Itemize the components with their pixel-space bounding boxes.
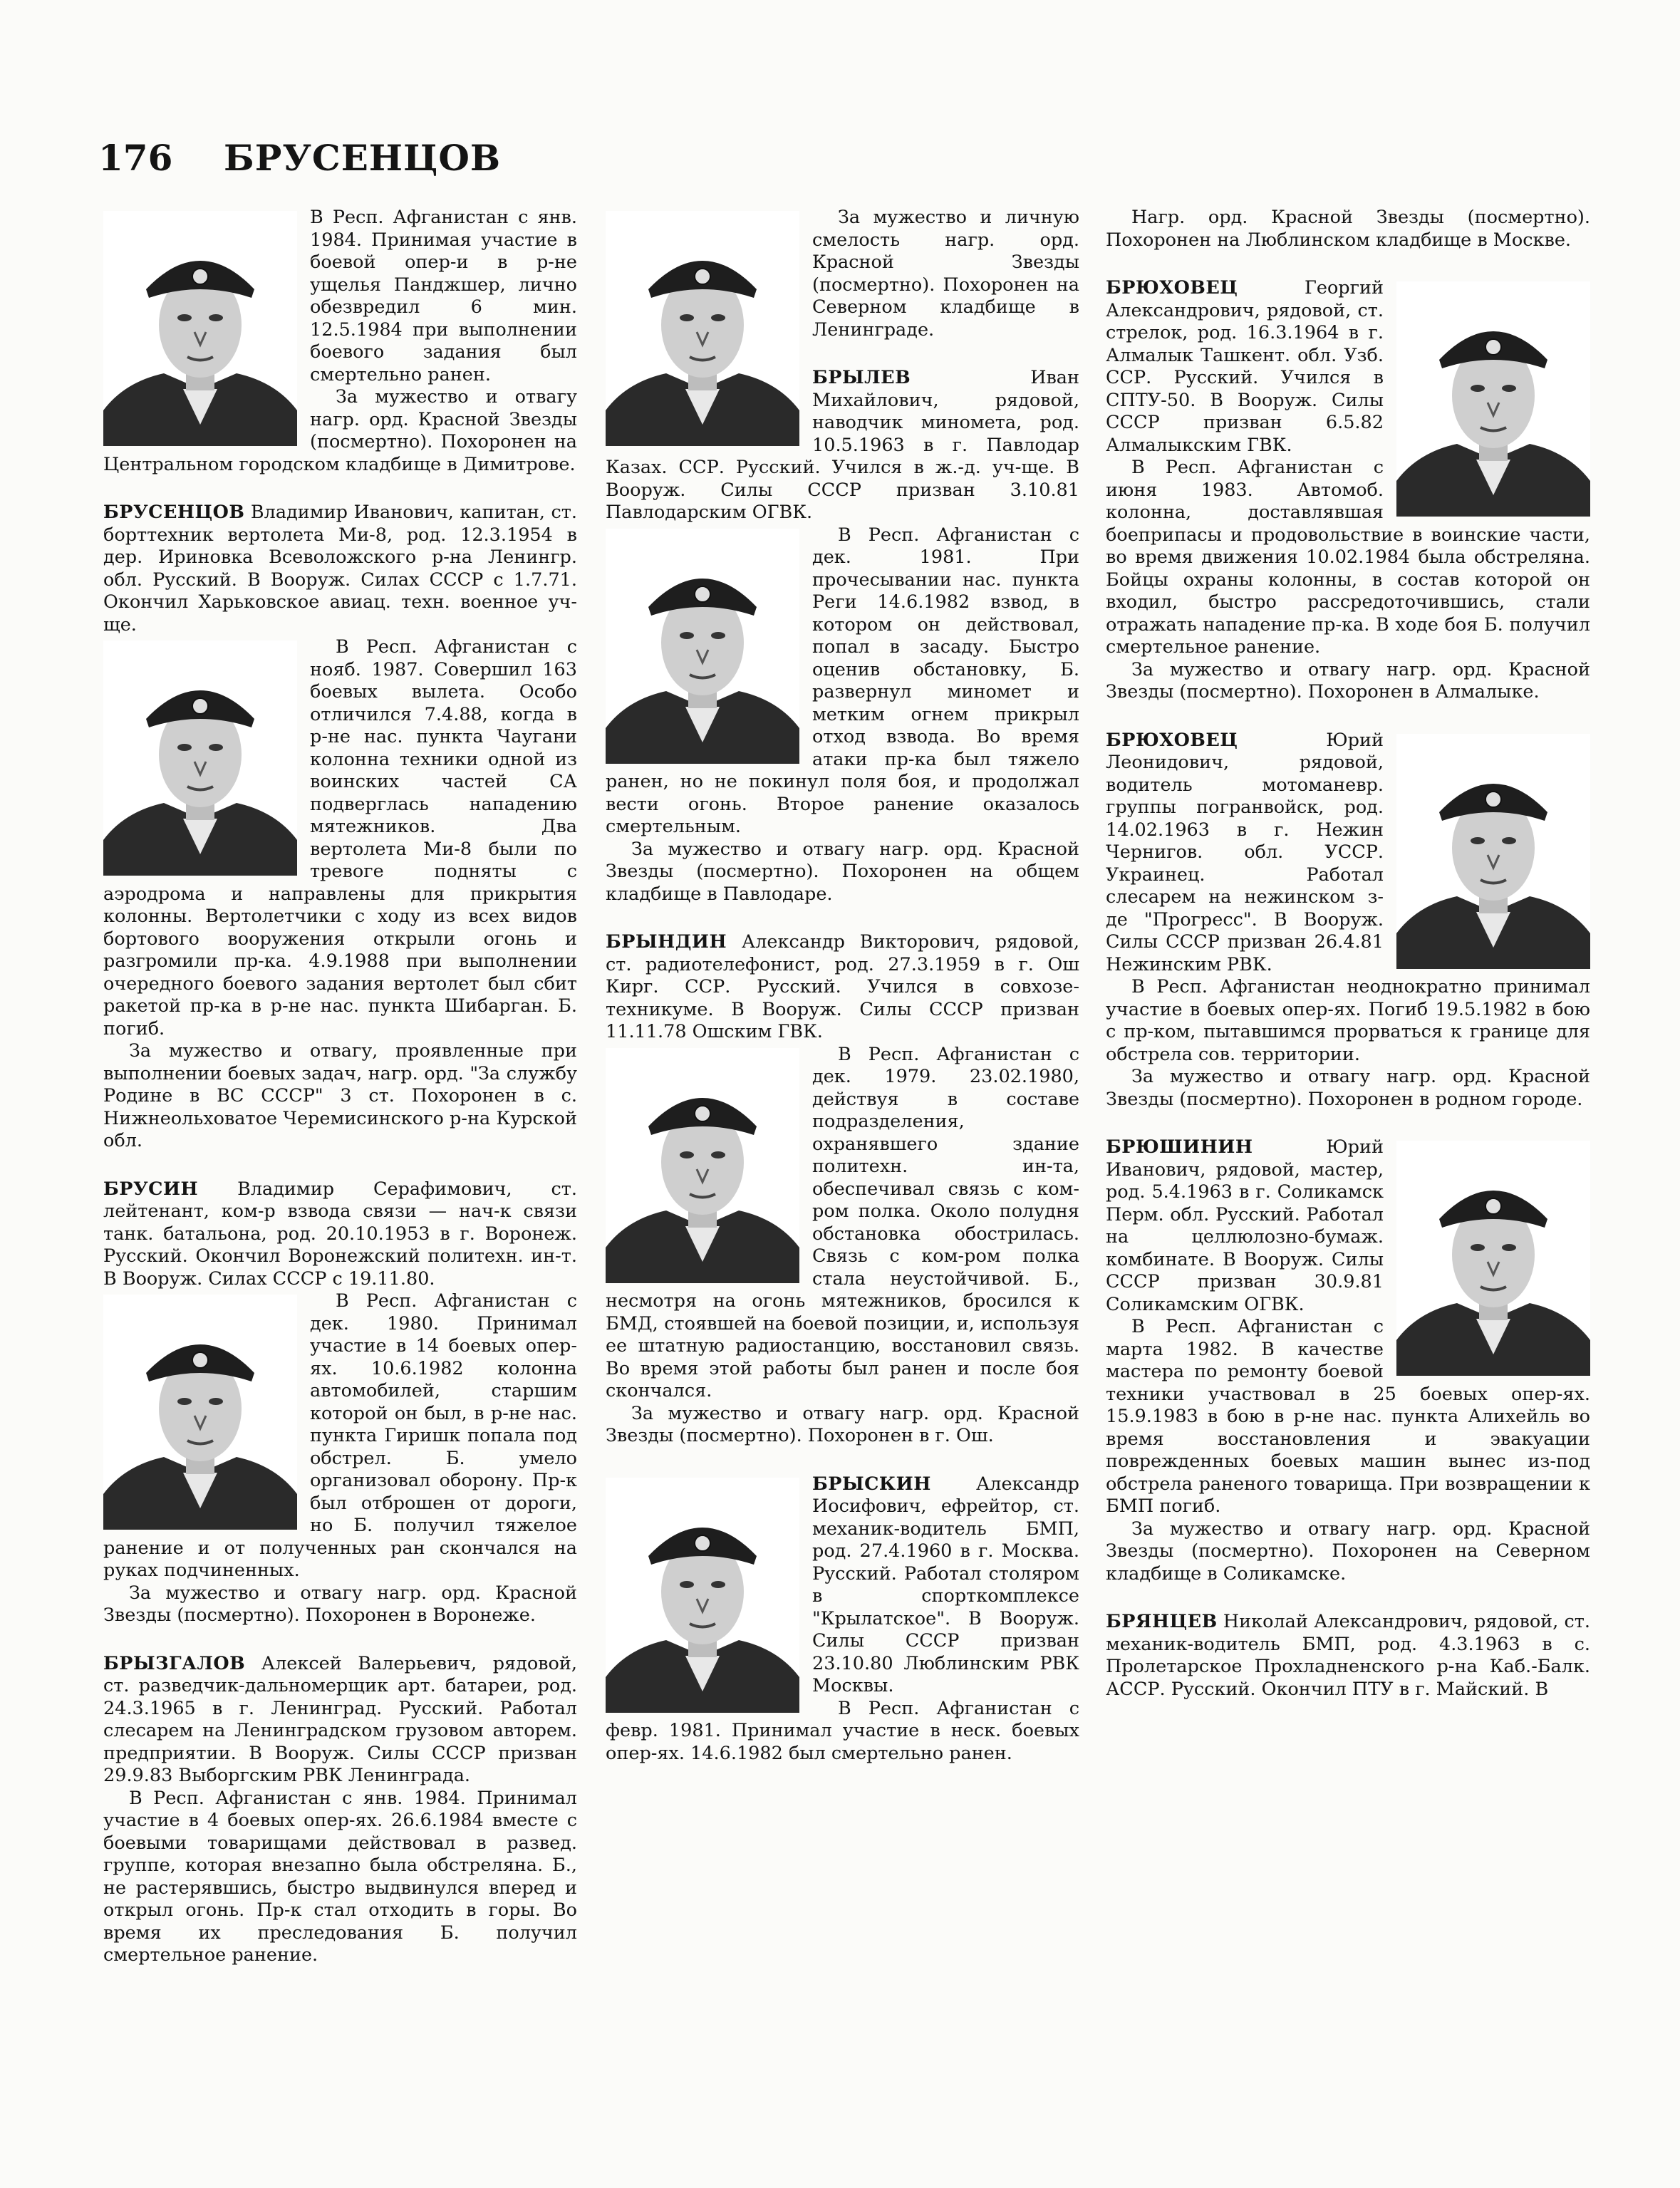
entry-paragraph: В Респ. Афганистан с дек. 1980. Принимал участие в 14 боевых опер-ях. 10.6.1982 колонна автомобилей, старшим которой он был, в р-не нас. пункта Гиришк попала под обстрел. Б. умело организовал оборону. Пр-к был отброшен от дороги, но Б. получил тяжелое ранение и от полученных ран скончался на руках подчиненных.	[103, 1290, 577, 1581]
entry-bryndin	[606, 931, 1079, 1448]
entry-bryukhovets-georgy	[1106, 277, 1590, 704]
entry-paragraph: Юрий Леонидович, рядовой, водитель мотоманевр. группы погранвойск, род. 14.02.1963 в г. Нежин Чернигов. обл. УССР. Украинец. Работал слесарем на нежинском з-де "Прогресс". В Вооруж. Силы СССР призван 26.4.81 Нежинским РВК.	[1106, 729, 1384, 975]
entry-surname: БРЫЛЕВ	[812, 367, 911, 388]
entry-bryzgalov-cont	[606, 207, 1079, 341]
entry-paragraph: В Респ. Афганистан с февр. 1981. Принимал участие в неск. боевых опер-ях. 14.6.1982 был смертельно ранен.	[606, 1697, 1079, 1764]
entry-paragraph: В Респ. Афганистан с дек. 1981. При прочесывании нас. пункта Реги 14.6.1982 взвод, в котором он действовал, попал в засаду. Быстро оценив обстановку, Б. развернул миномет и метким огнем прикрыл отход взвода. Во время атаки пр-ка был тяжело ранен, но не покинул поля боя, и продолжал вести огонь. Второе ранение оказалось смертельным.	[606, 524, 1079, 837]
entry-paragraph: В Респ. Афганистан неоднократно принимал участие в боевых опер-ях. Погиб 19.5.1982 в бою с пр-ком, пытавшимся прорваться к границе для обстрела сов. территории.	[1106, 976, 1590, 1065]
entry-brylev	[606, 367, 1079, 906]
entry-paragraph: Николай Александрович, рядовой, ст. механик-водитель БМП, род. 4.3.1963 в с. Пролетарское Прохладненского р-на Каб.-Балк. АССР. Русский. Окончил ПТУ в г. Майский. В	[1106, 1611, 1590, 1700]
entry-paragraph: В Респ. Афганистан с марта 1982. В качестве мастера по ремонту боевой техники участвовал в 25 боевых опер-ях. 15.9.1983 в бою в р-не нас. пункта Алихейль во время восстановления и эвакуации поврежденных боевых машин вынес из-под обстрела раненого товарища. При возвращении к БМП погиб.	[1106, 1316, 1590, 1517]
portrait-photo	[103, 211, 297, 446]
entry-brusin	[103, 1178, 577, 1627]
entry-brusentsov	[103, 502, 577, 1153]
entry-paragraph: В Респ. Афганистан с дек. 1979. 23.02.1980, действуя в составе подразделения, охранявшего здание политехн. ин-та, обеспечивал связь с ком-ром полка. Около полудня обстановка обострилась. Связь с ком-ром полка стала неустойчивой. Б., несмотря на огонь мятежников, бросился к БМД, стоявшей на боевой позиции, и, используя ее штатную радиостанцию, восстановил связь. Во время этой работы был ранен и после боя скончался.	[606, 1043, 1079, 1401]
entry-paragraph: В Респ. Афганистан с янв. 1984. Принимал участие в 4 боевых опер-ях. 26.6.1984 вместе с боевыми товарищами действовал в развед. группе, которая внезапно была обстреляна. Б., не растерявшись, быстро выдвинулся вперед и открыл огонь. Пр-к стал отходить в горы. Во время их преследования Б. получил смертельное ранение.	[103, 1787, 577, 1966]
entry-surname: БРЮХОВЕЦ	[1106, 277, 1238, 299]
entry-paragraph: За мужество и отвагу нагр. орд. Красной Звезды (посмертно). Похоронен в Алмалыке.	[1106, 658, 1590, 702]
entry-bryushinin	[1106, 1136, 1590, 1585]
entry-paragraph: За мужество и отвагу нагр. орд. Красной Звезды (посмертно). Похоронен в Воронеже.	[103, 1582, 577, 1626]
portrait-photo	[606, 529, 799, 764]
entry-paragraph: Александр Викторович, рядовой, ст. радиотелефонист, род. 27.3.1959 в г. Ош Кирг. ССР. Русский. Учился в совхозе-техникуме. В Вооруж. Силы СССР призван 11.11.78 Ошским ГВК.	[606, 931, 1079, 1042]
entry-paragraph: Алексей Валерьевич, рядовой, ст. разведчик-дальномерщик арт. батареи, род. 24.3.1965 в г. Ленинград. Русский. Работал слесарем на Ленинградском грузовом авторем. предприятии. В Вооруж. Силы СССР призван 29.9.83 Выборгским РВК Ленинграда.	[103, 1652, 577, 1786]
entry-continued	[103, 207, 577, 476]
portrait-photo	[103, 641, 297, 876]
entry-paragraph: В Респ. Афганистан с нояб. 1987. Совершил 163 боевых вылета. Особо отличился 7.4.88, когда в р-не нас. пункта Чаугани колонна техники одной из воинских частей СА подверглась нападению мятежников. Два вертолета Ми-8 были по тревоге подняты с аэродрома и направлены для прикрытия колонны. Вертолетчики с ходу из всех видов бортового вооружения открыли огонь и разгромили пр-ка. 4.9.1988 при выполнении очередного боевого задания вертолет был сбит ракетой пр-ка в р-не нас. пункта Шибарган. Б. погиб.	[103, 636, 577, 1039]
entry-surname: БРУСЕНЦОВ	[103, 502, 245, 523]
entry-surname: БРЫСКИН	[812, 1473, 931, 1495]
portrait-photo	[1396, 734, 1590, 969]
entry-bryskin-cont	[1106, 207, 1590, 252]
entry-paragraph: Юрий Иванович, рядовой, мастер, род. 5.4.1963 в г. Соликамск Перм. обл. Русский. Работал на целлюлозно-бумаж. комбинате. В Вооруж. Силы СССР призван 30.9.81 Соликамским ОГВК.	[1106, 1136, 1384, 1315]
entry-paragraph: За мужество и личную смелость нагр. орд. Красной Звезды (посмертно). Похоронен на Северном кладбище в Ленинграде.	[812, 207, 1079, 341]
entry-paragraph: За мужество и отвагу, проявленные при выполнении боевых задач, нагр. орд. "За службу Родине в ВС СССР" 3 ст. Похоронен в с. Нижнеольховатое Черемисинского р-на Курской обл.	[103, 1040, 577, 1151]
entry-surname: БРЯНЦЕВ	[1106, 1611, 1218, 1632]
entry-bryantsev	[1106, 1611, 1590, 1701]
portrait-photo	[606, 1048, 799, 1283]
portrait-photo	[606, 211, 799, 446]
running-head: БРУСЕНЦОВ	[224, 137, 502, 179]
entry-surname: БРЫЗГАЛОВ	[103, 1652, 246, 1674]
entry-paragraph: За мужество и отвагу нагр. орд. Красной Звезды (посмертно). Похоронен в г. Ош.	[606, 1402, 1079, 1446]
entry-paragraph: За мужество и отвагу нагр. орд. Красной Звезды (посмертно). Похоронен на Северном кладбище в Соликамске.	[1106, 1518, 1590, 1585]
page-number: 176	[98, 137, 173, 179]
column-1	[103, 207, 577, 2159]
column-2	[606, 207, 1079, 2159]
entry-paragraph: Нагр. орд. Красной Звезды (посмертно). Похоронен на Люблинском кладбище в Москве.	[1106, 207, 1590, 251]
entry-paragraph: Владимир Иванович, капитан, ст. борттехник вертолета Ми-8, род. 12.3.1954 в дер. Ириновка Всеволожского р-на Ленингр. обл. Русский. В Вооруж. Силах СССР с 1.7.71. Окончил Харьковское авиац. техн. военное уч-ще.	[103, 502, 577, 636]
entry-bryukhovets-yury	[1106, 730, 1590, 1111]
entry-paragraph: За мужество и отвагу нагр. орд. Красной Звезды (посмертно). Похоронен на Центральном городском кладбище в Димитрове.	[103, 386, 577, 475]
entry-paragraph: Александр Иосифович, ефрейтор, ст. механик-водитель БМП, род. 27.4.1960 в г. Москва. Русский. Работал столяром в спорткомплексе "Крылатское". В Вооруж. Силы СССР призван 23.10.80 Люблинским РВК Москвы.	[812, 1473, 1079, 1696]
entry-surname: БРЮШИНИН	[1106, 1136, 1253, 1158]
entry-surname: БРЮХОВЕЦ	[1106, 729, 1238, 751]
entry-paragraph: За мужество и отвагу нагр. орд. Красной Звезды (посмертно). Похоронен на общем кладбище в Павлодаре.	[606, 838, 1079, 905]
entry-bryskin	[606, 1473, 1079, 1766]
entry-surname: БРУСИН	[103, 1178, 199, 1200]
entry-paragraph: Владимир Серафимович, ст. лейтенант, ком-р взвода связи — нач-к связи танк. батальона, род. 20.10.1953 в г. Воронеж. Русский. Окончил Воронежский политехн. ин-т. В Вооруж. Силах СССР с 19.11.80.	[103, 1178, 577, 1290]
entry-paragraph: За мужество и отвагу нагр. орд. Красной Звезды (посмертно). Похоронен в родном городе.	[1106, 1066, 1590, 1110]
portrait-photo	[1396, 281, 1590, 517]
column-3	[1106, 207, 1590, 2159]
entry-bryzgalov	[103, 1653, 577, 1967]
portrait-photo	[606, 1478, 799, 1713]
portrait-photo	[103, 1295, 297, 1530]
entry-paragraph: В Респ. Афганистан с июня 1983. Автомоб. колонна, доставлявшая боеприпасы и продовольствие в воинские части, во время движения 10.02.1984 была обстреляна. Бойцы охраны колонны, в состав которой он входил, быстро рассредоточившись, стали отражать нападение пр-ка. В ходе боя Б. получил смертельное ранение.	[1106, 457, 1590, 658]
portrait-photo	[1396, 1141, 1590, 1376]
entry-paragraph: Георгий Александрович, рядовой, ст. стрелок, род. 16.3.1964 в г. Алмалык Ташкент. обл. Узб. ССР. Русский. Учился в СПТУ-50. В Вооруж. Силы СССР призван 6.5.82 Алмалыкским ГВК.	[1106, 277, 1384, 456]
entry-surname: БРЫНДИН	[606, 931, 727, 953]
entry-paragraph: Иван Михайлович, рядовой, наводчик миномета, род. 10.5.1963 в г. Павлодар Казах. ССР. Русский. Учился в ж.-д. уч-ще. В Вооруж. Силы СССР призван 3.10.81 Павлодарским ОГВК.	[606, 367, 1079, 523]
entry-paragraph: В Респ. Афганистан с янв. 1984. Принимая участие в боевой опер-и в р-не ущелья Панджшер, лично обезвредил 6 мин. 12.5.1984 при выполнении боевого задания был смертельно ранен.	[310, 207, 577, 385]
